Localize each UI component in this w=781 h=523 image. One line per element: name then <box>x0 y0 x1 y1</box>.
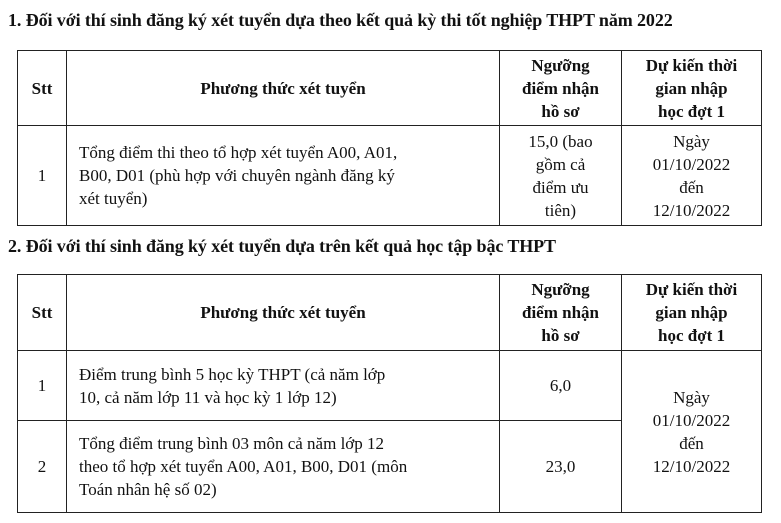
row-schedule: Ngày 01/10/2022 đến 12/10/2022 <box>622 126 762 226</box>
row-threshold: 6,0 <box>500 351 622 421</box>
row-method: Điểm trung bình 5 học kỳ THPT (cả năm lớp 10, cả năm lớp 11 và học kỳ 1 lớp 12) <box>67 351 500 421</box>
table-row <box>18 351 762 421</box>
row-threshold: 23,0 <box>500 421 622 513</box>
table-row <box>18 126 762 226</box>
row-stt: 1 <box>18 351 67 421</box>
header-schedule: Dự kiến thời gian nhập học đợt 1 <box>622 51 762 126</box>
section-1-heading: 1. Đối với thí sinh đăng ký xét tuyển dựa theo kết quả kỳ thi tốt nghiệp THPT năm 2022 <box>8 10 673 30</box>
header-stt: Stt <box>18 275 67 351</box>
header-schedule: Dự kiến thời gian nhập học đợt 1 <box>622 275 762 351</box>
row-schedule: Ngày 01/10/2022 đến 12/10/2022 <box>622 351 762 513</box>
table-header-row <box>18 51 762 126</box>
header-method: Phương thức xét tuyển <box>67 51 500 126</box>
header-method: Phương thức xét tuyển <box>67 275 500 351</box>
section-2-heading: 2. Đối với thí sinh đăng ký xét tuyển dựa trên kết quả học tập bậc THPT <box>8 236 556 256</box>
header-stt: Stt <box>18 51 67 126</box>
admission-table-1 <box>17 50 762 226</box>
row-stt: 1 <box>18 126 67 226</box>
row-stt: 2 <box>18 421 67 513</box>
row-method: Tổng điểm trung bình 03 môn cả năm lớp 12 theo tổ hợp xét tuyển A00, A01, B00, D01 (môn Toán nhân hệ số 02) <box>67 421 500 513</box>
row-threshold: 15,0 (bao gồm cả điểm ưu tiên) <box>500 126 622 226</box>
header-threshold: Ngưỡng điểm nhận hồ sơ <box>500 51 622 126</box>
row-method: Tổng điểm thi theo tổ hợp xét tuyển A00, A01, B00, D01 (phù hợp với chuyên ngành đăng ký xét tuyển) <box>67 126 500 226</box>
header-threshold: Ngưỡng điểm nhận hồ sơ <box>500 275 622 351</box>
admission-table-2 <box>17 274 762 513</box>
table-header-row <box>18 275 762 351</box>
